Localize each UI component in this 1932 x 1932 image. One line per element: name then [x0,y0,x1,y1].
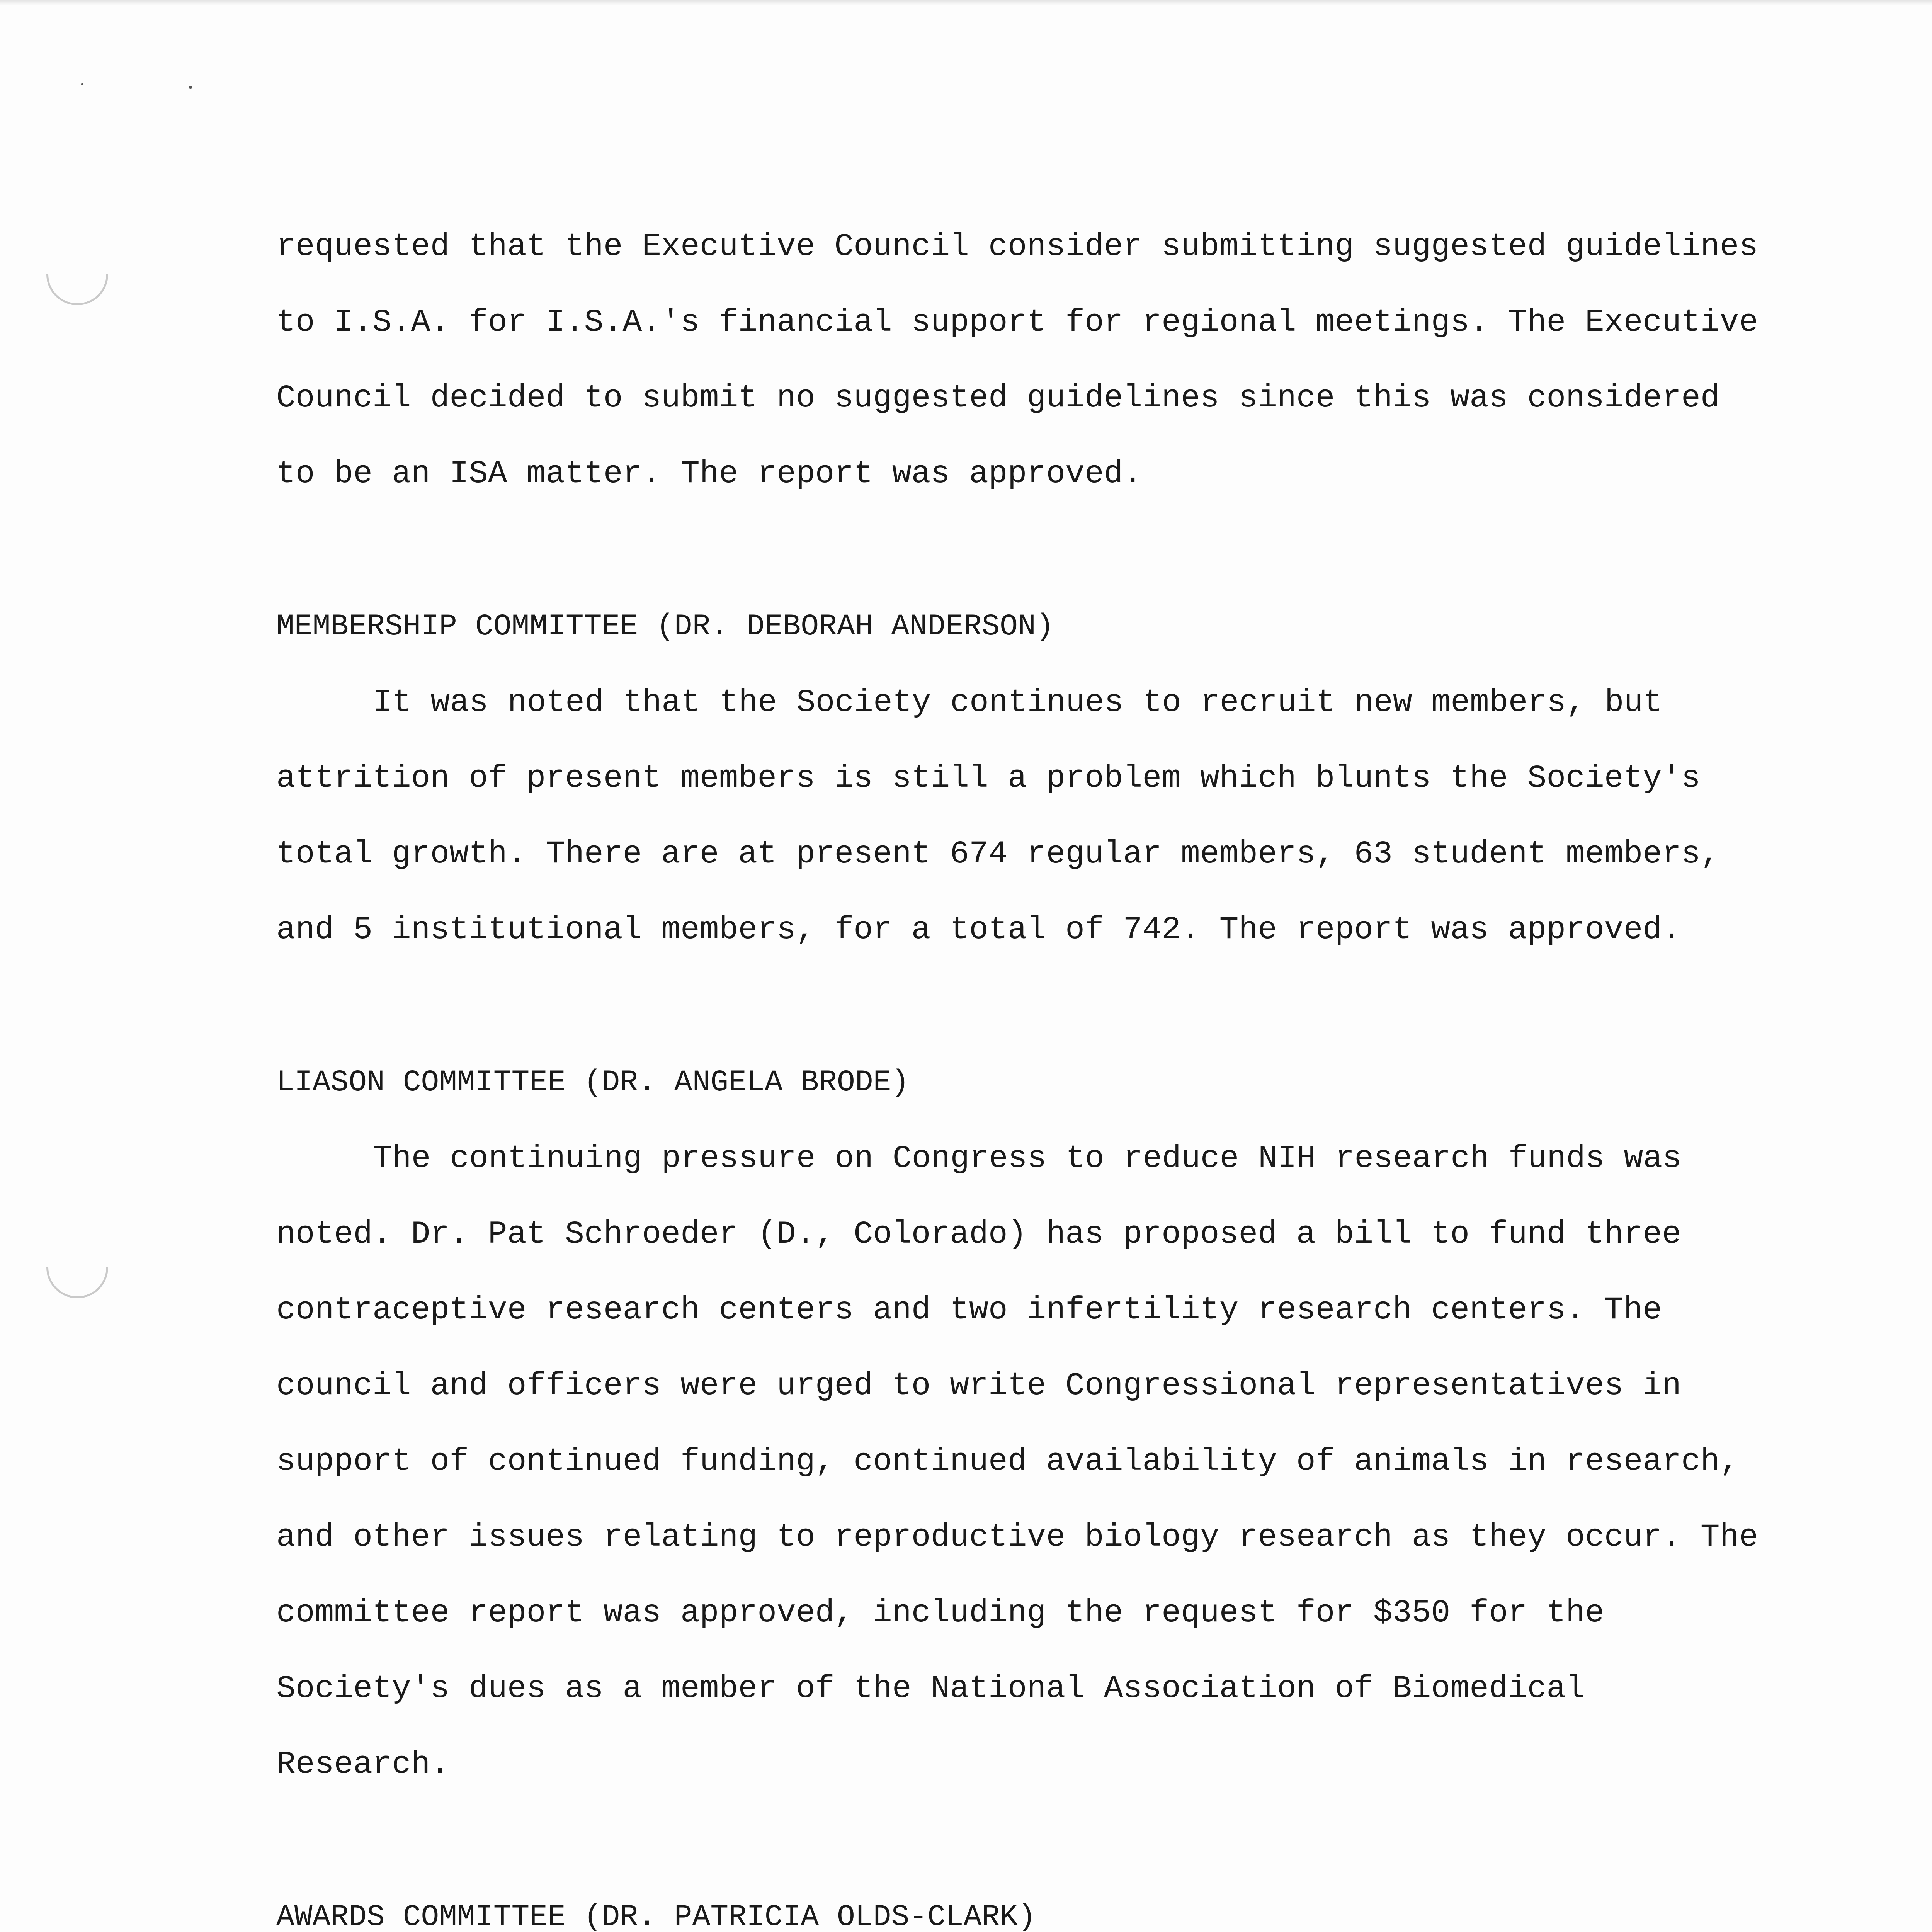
scan-speck [189,86,192,89]
section-gap [276,1802,1791,1879]
text-line: to I.S.A. for I.S.A.'s financial support for regional meetings. The Executive [276,304,1759,340]
liason-heading: LIASON COMMITTEE (DR. ANGELA BRODE) [276,1066,910,1100]
binder-hole-mark [34,231,121,318]
membership-heading: MEMBERSHIP COMMITTEE (DR. DEBORAH ANDERSON) [276,610,1054,644]
text-line: Council decided to submit no suggested guidelines since this was considered [276,380,1720,416]
document-body [276,209,1791,1932]
text-line: and 5 institutional members, for a total of 742. The report was approved. [276,912,1681,948]
text-line: and other issues relating to reproductive biology research as they occur. The [276,1519,1759,1555]
text-line: council and officers were urged to write Congressional representatives in [276,1367,1681,1404]
section-gap [276,512,1791,589]
text-line: support of continued funding, continued availability of animals in research, [276,1443,1739,1480]
awards-heading: AWARDS COMMITTEE (DR. PATRICIA OLDS-CLARK) [276,1900,1036,1932]
scan-top-shadow [0,0,1932,5]
section-gap [276,968,1791,1045]
text-line: contraceptive research centers and two infertility research centers. The [276,1292,1662,1328]
text-line: The continuing pressure on Congress to reduce NIH research funds was [373,1140,1682,1177]
text-line: noted. Dr. Pat Schroeder (D., Colorado) has proposed a bill to fund three [276,1216,1681,1252]
intro-paragraph [276,209,1791,512]
text-line: to be an ISA matter. The report was approved. [276,456,1143,492]
text-line: requested that the Executive Council consider submitting suggested guidelines [276,228,1759,265]
text-line: total growth. There are at present 674 regular members, 63 student members, [276,836,1720,872]
binder-hole-mark [34,1224,121,1311]
liason-section [276,1045,1791,1802]
text-line: committee report was approved, including the request for $350 for the [276,1595,1604,1631]
membership-section [276,589,1791,968]
awards-section [276,1879,1791,1932]
text-line: It was noted that the Society continues to recruit new members, but [373,684,1663,721]
scan-speck [81,83,83,85]
text-line: Society's dues as a member of the National Association of Biomedical [276,1670,1585,1707]
text-line: attrition of present members is still a problem which blunts the Society's [276,760,1701,796]
text-line: Research. [276,1746,450,1782]
